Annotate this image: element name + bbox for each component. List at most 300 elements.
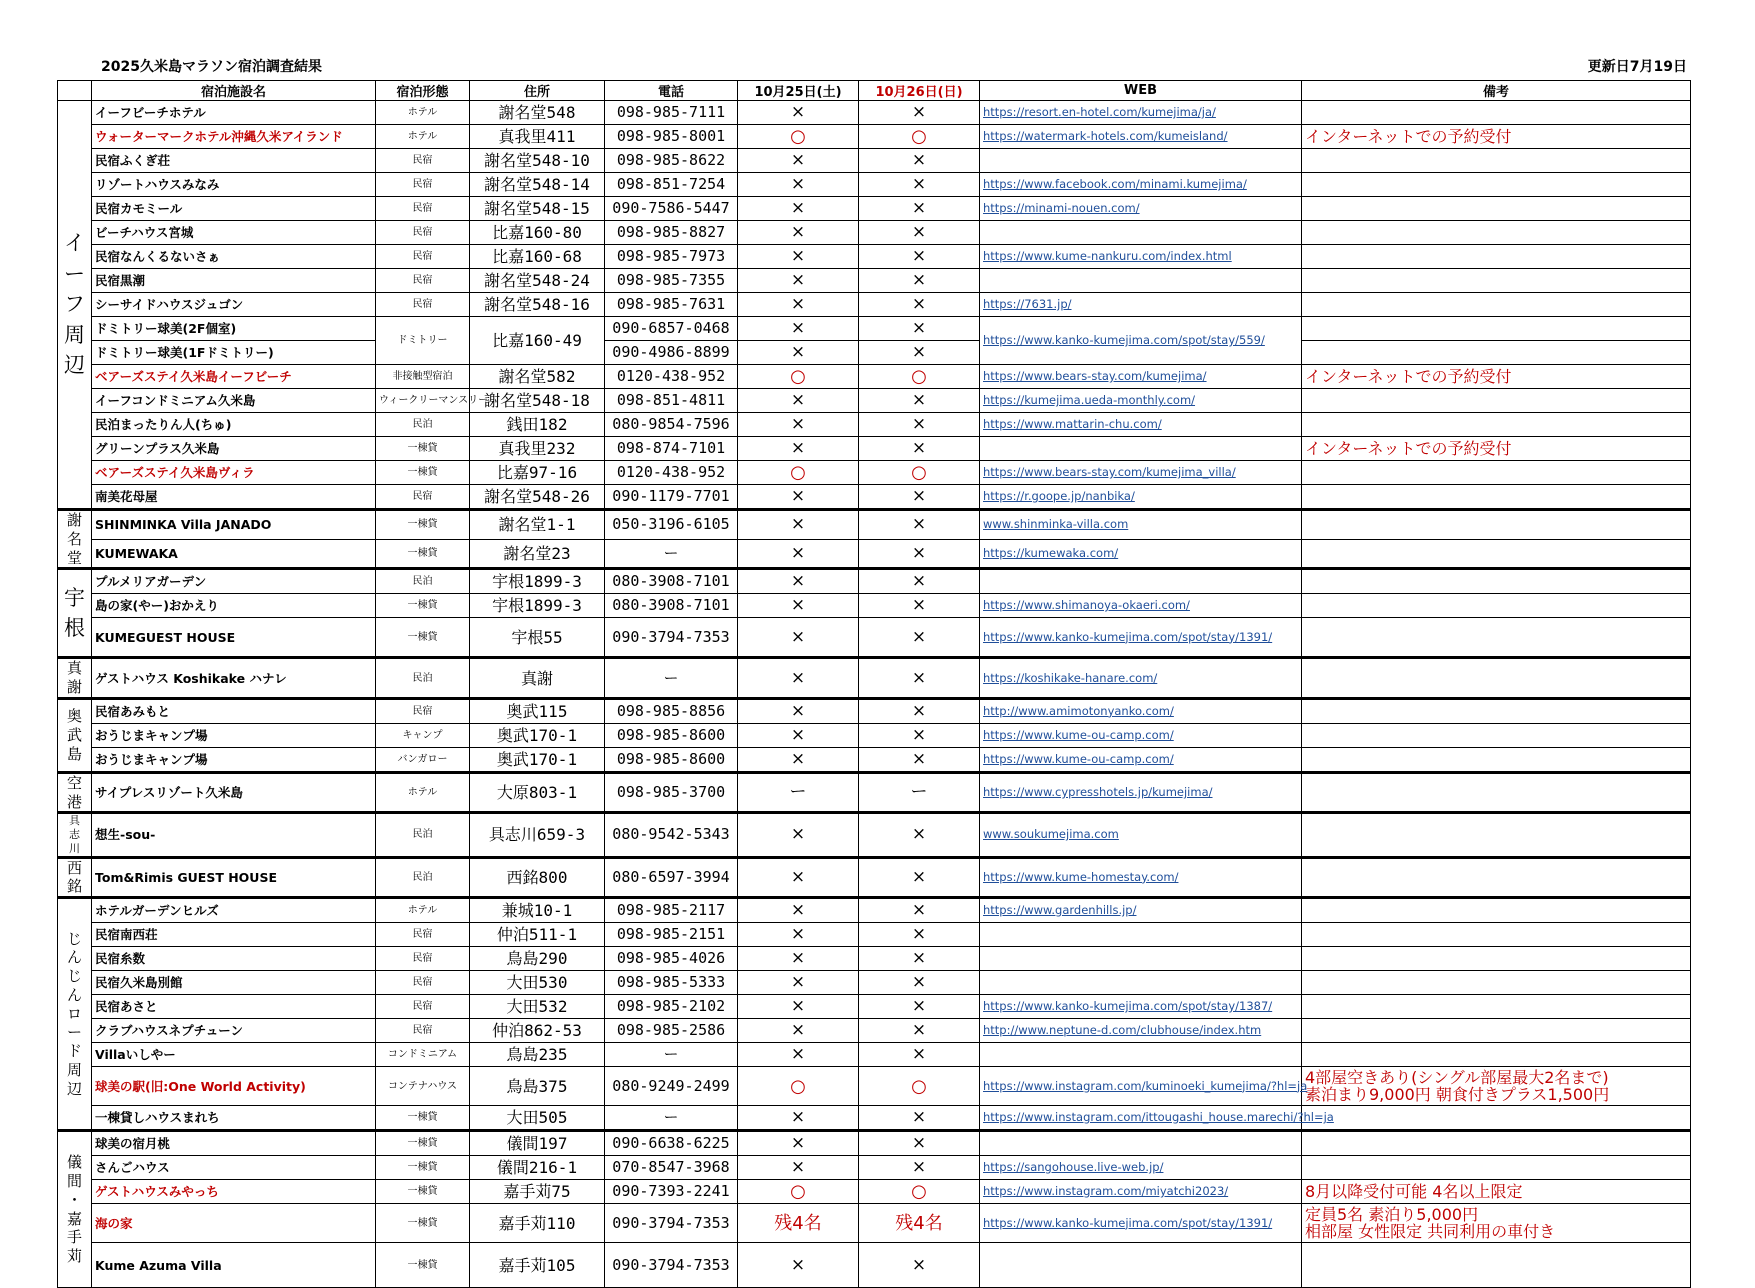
remarks (1302, 413, 1691, 437)
availability-oct26: ○ (859, 1180, 980, 1204)
facility-name: 想生-sou- (92, 813, 376, 857)
phone-number: 098-985-8622 (605, 149, 738, 173)
availability-oct25: × (738, 995, 859, 1019)
table-row (58, 1019, 1691, 1043)
website-link[interactable]: http://www.amimotonyanko.com/ (980, 698, 1302, 723)
lodging-type: 民宿 (376, 947, 470, 971)
availability-oct25: × (738, 618, 859, 658)
address: 真我里232 (470, 437, 605, 461)
facility-name: 民宿糸数 (92, 947, 376, 971)
address: 謝名堂1-1 (470, 510, 605, 540)
facility-name: 一棟貸しハウスまれち (92, 1106, 376, 1131)
lodging-type: 民宿 (376, 149, 470, 173)
lodging-type: 一棟貸 (376, 437, 470, 461)
phone-number: 098-985-3700 (605, 772, 738, 813)
availability-oct25: × (738, 1131, 859, 1156)
availability-oct25: × (738, 485, 859, 510)
website-link[interactable]: https://r.goope.jp/nanbika/ (980, 485, 1302, 510)
remarks (1302, 269, 1691, 293)
lodging-type: 一棟貸 (376, 461, 470, 485)
address: 西銘800 (470, 857, 605, 898)
availability-oct25: × (738, 947, 859, 971)
table-row (58, 995, 1691, 1019)
lodging-type: 民宿 (376, 485, 470, 510)
remarks (1302, 1243, 1691, 1288)
lodging-type: 民泊 (376, 857, 470, 898)
table-row (58, 923, 1691, 947)
area-label: 具 志 川 (58, 813, 92, 857)
availability-oct25: 残4名 (738, 1204, 859, 1243)
availability-oct25: × (738, 1243, 859, 1288)
facility-name: 民泊まったりん人(ちゅ) (92, 413, 376, 437)
website-link[interactable]: https://www.kume-ou-camp.com/ (980, 723, 1302, 747)
facility-name: ドミトリー球美(1Fドミトリー) (92, 341, 376, 365)
website-link[interactable]: https://www.bears-stay.com/kumejima/ (980, 365, 1302, 389)
lodging-type: 一棟貸 (376, 1204, 470, 1243)
lodging-type: 一棟貸 (376, 539, 470, 569)
table-row (58, 658, 1691, 699)
phone-number: 090-6638-6225 (605, 1131, 738, 1156)
lodging-type: ホテル (376, 101, 470, 125)
address: 奥武170-1 (470, 747, 605, 772)
lodging-type: 一棟貸 (376, 1106, 470, 1131)
document-title: 2025久米島マラソン宿泊調査結果 (101, 59, 322, 75)
availability-oct25: × (738, 747, 859, 772)
facility-name: Villaいしやー (92, 1043, 376, 1067)
facility-name: おうじまキャンプ場 (92, 747, 376, 772)
facility-name: ビーチハウス宮城 (92, 221, 376, 245)
availability-oct26: × (859, 317, 980, 341)
facility-name: ホテルガーデンヒルズ (92, 898, 376, 923)
phone-number: 098-874-7101 (605, 437, 738, 461)
table-row (58, 1180, 1691, 1204)
remarks (1302, 197, 1691, 221)
availability-oct26: × (859, 1243, 980, 1288)
address: 比嘉160-80 (470, 221, 605, 245)
availability-oct25: × (738, 221, 859, 245)
table-row (58, 1131, 1691, 1156)
address: 鳥島235 (470, 1043, 605, 1067)
phone-number: 098-851-4811 (605, 389, 738, 413)
remarks (1302, 995, 1691, 1019)
facility-name: ウォーターマークホテル沖縄久米アイランド (92, 125, 376, 149)
table-row (58, 389, 1691, 413)
phone-number: 098-985-8827 (605, 221, 738, 245)
availability-oct25: × (738, 1019, 859, 1043)
facility-name: ドミトリー球美(2F個室) (92, 317, 376, 341)
phone-number: 090-7586-5447 (605, 197, 738, 221)
availability-oct25: × (738, 173, 859, 197)
remarks (1302, 947, 1691, 971)
remarks: インターネットでの予約受付 (1302, 437, 1691, 461)
availability-oct26: × (859, 293, 980, 317)
remarks: 定員5名 素泊り5,000円 相部屋 女性限定 共同利用の車付き (1302, 1204, 1691, 1243)
area-header (58, 81, 92, 101)
address: 具志川659-3 (470, 813, 605, 857)
phone-number: 050-3196-6105 (605, 510, 738, 540)
address: 謝名堂548 (470, 101, 605, 125)
website-link (980, 1131, 1302, 1156)
remarks (1302, 723, 1691, 747)
availability-oct26: × (859, 413, 980, 437)
phone-number: 098-851-7254 (605, 173, 738, 197)
remarks (1302, 173, 1691, 197)
availability-oct26: × (859, 221, 980, 245)
remarks (1302, 149, 1691, 173)
table-row (58, 898, 1691, 923)
availability-oct26: × (859, 857, 980, 898)
phone-number: ー (605, 1106, 738, 1131)
facility-name: KUMEWAKA (92, 539, 376, 569)
website-link[interactable]: https://watermark-hotels.com/kumeisland/ (980, 125, 1302, 149)
address: 鳥島375 (470, 1067, 605, 1106)
availability-oct25: ー (738, 772, 859, 813)
address: 謝名堂582 (470, 365, 605, 389)
facility-name: KUMEGUEST HOUSE (92, 618, 376, 658)
availability-oct25: × (738, 923, 859, 947)
availability-oct26: × (859, 947, 980, 971)
table-row (58, 539, 1691, 569)
facility-name: リゾートハウスみなみ (92, 173, 376, 197)
website-link[interactable]: https://koshikake-hanare.com/ (980, 658, 1302, 699)
lodging-type: 民宿 (376, 197, 470, 221)
lodging-type: 一棟貸 (376, 618, 470, 658)
website-link[interactable]: https://resort.en-hotel.com/kumejima/ja/ (980, 101, 1302, 125)
address: 嘉手苅105 (470, 1243, 605, 1288)
area-label: 空 港 (58, 772, 92, 813)
phone-number: 098-985-7973 (605, 245, 738, 269)
website-link (980, 221, 1302, 245)
website-link[interactable]: https://www.instagram.com/miyatchi2023/ (980, 1180, 1302, 1204)
address: 嘉手苅110 (470, 1204, 605, 1243)
availability-oct25: × (738, 510, 859, 540)
lodging-type: 一棟貸 (376, 1156, 470, 1180)
availability-oct26: × (859, 1106, 980, 1131)
availability-oct26: ○ (859, 461, 980, 485)
availability-oct25: × (738, 1156, 859, 1180)
lodging-type: コンドミニアム (376, 1043, 470, 1067)
availability-oct26: × (859, 1131, 980, 1156)
facility-name: 民宿ふくぎ荘 (92, 149, 376, 173)
facility-name: プルメリアガーデン (92, 569, 376, 594)
phone-number: 098-985-8856 (605, 698, 738, 723)
lodging-type: 一棟貸 (376, 594, 470, 618)
website-link[interactable]: https://www.mattarin-chu.com/ (980, 413, 1302, 437)
website-link[interactable]: http://www.neptune-d.com/clubhouse/index.htm (980, 1019, 1302, 1043)
table-row (58, 1067, 1691, 1106)
website-link[interactable]: https://www.gardenhills.jp/ (980, 898, 1302, 923)
availability-oct26: × (859, 485, 980, 510)
availability-oct26: 残4名 (859, 1204, 980, 1243)
website-link[interactable]: https://www.bears-stay.com/kumejima_villa/ (980, 461, 1302, 485)
availability-oct26: × (859, 539, 980, 569)
table-row (58, 1204, 1691, 1243)
website-link[interactable]: https://www.instagram.com/ittougashi_house.marechi/?hl=ja (980, 1106, 1302, 1131)
lodging-type: 民宿 (376, 923, 470, 947)
lodging-type: ドミトリー (376, 317, 470, 365)
remarks (1302, 1131, 1691, 1156)
lodging-type: 民宿 (376, 293, 470, 317)
table-row (58, 1106, 1691, 1131)
availability-oct25: × (738, 813, 859, 857)
website-link[interactable]: https://www.kume-homestay.com/ (980, 857, 1302, 898)
website-link (980, 1243, 1302, 1288)
lodging-type: 一棟貸 (376, 510, 470, 540)
phone-number: 098-985-7631 (605, 293, 738, 317)
availability-oct26: ○ (859, 125, 980, 149)
lodging-type: 民宿 (376, 173, 470, 197)
remarks (1302, 1156, 1691, 1180)
availability-oct26: × (859, 995, 980, 1019)
address: 謝名堂548-10 (470, 149, 605, 173)
availability-oct25: × (738, 898, 859, 923)
area-label: 儀 間 ・ 嘉 手 苅 (58, 1131, 92, 1288)
table-row (58, 813, 1691, 857)
lodging-type: ホテル (376, 772, 470, 813)
facility-name: Kume Azuma Villa (92, 1243, 376, 1288)
availability-oct26: × (859, 971, 980, 995)
phone-number: 098-985-8600 (605, 723, 738, 747)
facility-name: グリーンプラス久米島 (92, 437, 376, 461)
address: 謝名堂548-15 (470, 197, 605, 221)
phone-number: 090-7393-2241 (605, 1180, 738, 1204)
table-row (58, 594, 1691, 618)
lodging-type: 民宿 (376, 221, 470, 245)
website-link (980, 947, 1302, 971)
remarks (1302, 1019, 1691, 1043)
website-link[interactable]: https://www.kume-nankuru.com/index.html (980, 245, 1302, 269)
availability-oct26: × (859, 618, 980, 658)
remarks (1302, 461, 1691, 485)
availability-oct26: × (859, 1043, 980, 1067)
phone-number: 080-3908-7101 (605, 569, 738, 594)
table-row (58, 857, 1691, 898)
remarks (1302, 813, 1691, 857)
website-link (980, 569, 1302, 594)
availability-oct26: × (859, 569, 980, 594)
address: 仲泊511-1 (470, 923, 605, 947)
facility-name: 民宿南西荘 (92, 923, 376, 947)
web-header: WEB (980, 81, 1302, 101)
availability-oct26: × (859, 1156, 980, 1180)
remarks (1302, 857, 1691, 898)
address: 謝名堂23 (470, 539, 605, 569)
phone-number: 098-985-2117 (605, 898, 738, 923)
oct26-header: 10月26日(日) (859, 81, 980, 101)
table-row (58, 485, 1691, 510)
facility-name: さんごハウス (92, 1156, 376, 1180)
phone-number: 080-3908-7101 (605, 594, 738, 618)
phone-number: 090-3794-7353 (605, 1204, 738, 1243)
facility-name: イーフコンドミニアム久米島 (92, 389, 376, 413)
facility-name: 南美花母屋 (92, 485, 376, 510)
updated-date: 更新日7月19日 (1587, 59, 1687, 75)
remarks (1302, 539, 1691, 569)
availability-oct25: ○ (738, 1180, 859, 1204)
address: 仲泊862-53 (470, 1019, 605, 1043)
table-row (58, 618, 1691, 658)
availability-oct26: × (859, 813, 980, 857)
lodging-type: キャンプ (376, 723, 470, 747)
availability-oct25: × (738, 149, 859, 173)
website-link[interactable]: https://www.kanko-kumejima.com/spot/stay/1391/ (980, 1204, 1302, 1243)
type-header: 宿泊形態 (376, 81, 470, 101)
availability-oct26: × (859, 510, 980, 540)
table-row (58, 437, 1691, 461)
remarks: 8月以降受付可能 4名以上限定 (1302, 1180, 1691, 1204)
table-row (58, 197, 1691, 221)
availability-oct25: × (738, 1106, 859, 1131)
remarks (1302, 485, 1691, 510)
website-link[interactable]: https://www.facebook.com/minami.kumejima/ (980, 173, 1302, 197)
website-link[interactable]: https://www.shimanoya-okaeri.com/ (980, 594, 1302, 618)
availability-oct26: × (859, 149, 980, 173)
phone-number: 098-985-4026 (605, 947, 738, 971)
website-link[interactable]: www.soukumejima.com (980, 813, 1302, 857)
phone-number: 090-3794-7353 (605, 618, 738, 658)
availability-oct25: ○ (738, 461, 859, 485)
availability-oct25: × (738, 317, 859, 341)
area-label: 謝 名 堂 (58, 510, 92, 569)
remarks (1302, 594, 1691, 618)
phone-number: 098-985-2102 (605, 995, 738, 1019)
availability-oct26: × (859, 698, 980, 723)
availability-oct25: × (738, 569, 859, 594)
lodging-type: 一棟貸 (376, 1243, 470, 1288)
availability-oct25: ○ (738, 125, 859, 149)
address: 比嘉160-49 (470, 317, 605, 365)
website-link[interactable]: https://minami-nouen.com/ (980, 197, 1302, 221)
remarks: インターネットでの予約受付 (1302, 125, 1691, 149)
facility-name: SHINMINKA Villa JANADO (92, 510, 376, 540)
table-row (58, 510, 1691, 540)
facility-name: クラブハウスネプチューン (92, 1019, 376, 1043)
phone-header: 電話 (605, 81, 738, 101)
availability-oct25: × (738, 698, 859, 723)
website-link[interactable]: https://www.cypresshotels.jp/kumejima/ (980, 772, 1302, 813)
facility-name: 民宿カモミール (92, 197, 376, 221)
website-link[interactable]: https://sangohouse.live-web.jp/ (980, 1156, 1302, 1180)
facility-name: 民宿久米島別館 (92, 971, 376, 995)
website-link[interactable]: https://www.kanko-kumejima.com/spot/stay/1387/ (980, 995, 1302, 1019)
phone-number: 098-985-7111 (605, 101, 738, 125)
table-row (58, 101, 1691, 125)
address: 大田505 (470, 1106, 605, 1131)
website-link[interactable]: https://www.kanko-kumejima.com/spot/stay/1391/ (980, 618, 1302, 658)
note-header: 備考 (1302, 81, 1691, 101)
availability-oct26: × (859, 245, 980, 269)
availability-oct26: × (859, 898, 980, 923)
lodging-type: ウィークリーマンスリー (376, 389, 470, 413)
lodging-type: 民宿 (376, 995, 470, 1019)
address-header: 住所 (470, 81, 605, 101)
area-label: 奥 武 島 (58, 698, 92, 772)
availability-oct26: × (859, 747, 980, 772)
address: 奥武115 (470, 698, 605, 723)
table-row (58, 413, 1691, 437)
availability-oct25: × (738, 293, 859, 317)
remarks (1302, 1043, 1691, 1067)
lodging-type: バンガロー (376, 747, 470, 772)
table-row (58, 747, 1691, 772)
table-row (58, 723, 1691, 747)
lodging-type: 民宿 (376, 269, 470, 293)
remarks (1302, 898, 1691, 923)
remarks (1302, 510, 1691, 540)
table-row (58, 1243, 1691, 1288)
website-link[interactable]: https://kumewaka.com/ (980, 539, 1302, 569)
header-row (58, 81, 1691, 101)
remarks (1302, 341, 1691, 365)
phone-number: 098-985-2151 (605, 923, 738, 947)
accommodation-table (57, 80, 1691, 1288)
address: 兼城10-1 (470, 898, 605, 923)
lodging-type: ホテル (376, 125, 470, 149)
website-link (980, 1043, 1302, 1067)
website-link (980, 971, 1302, 995)
lodging-type: 非接触型宿泊 (376, 365, 470, 389)
availability-oct25: × (738, 437, 859, 461)
facility-name: Tom&Rimis GUEST HOUSE (92, 857, 376, 898)
table-row (58, 293, 1691, 317)
facility-name: 島の家(やー)おかえり (92, 594, 376, 618)
address: 謝名堂548-16 (470, 293, 605, 317)
phone-number: 070-8547-3968 (605, 1156, 738, 1180)
availability-oct26: × (859, 1019, 980, 1043)
address: 宇根1899-3 (470, 594, 605, 618)
area-label: 西 銘 (58, 857, 92, 898)
table-row (58, 569, 1691, 594)
lodging-type: 民泊 (376, 658, 470, 699)
remarks (1302, 618, 1691, 658)
availability-oct25: × (738, 389, 859, 413)
remarks (1302, 221, 1691, 245)
availability-oct26: ー (859, 772, 980, 813)
availability-oct26: × (859, 658, 980, 699)
table-row (58, 125, 1691, 149)
availability-oct26: × (859, 269, 980, 293)
facility-name: 球美の駅(旧:One World Activity) (92, 1067, 376, 1106)
website-link[interactable]: https://www.instagram.com/kuminoeki_kumejima/?hl=ja (980, 1067, 1302, 1106)
phone-number: 090-3794-7353 (605, 1243, 738, 1288)
availability-oct25: ○ (738, 1067, 859, 1106)
phone-number: ー (605, 539, 738, 569)
availability-oct25: × (738, 658, 859, 699)
website-link (980, 269, 1302, 293)
lodging-type: 民宿 (376, 245, 470, 269)
remarks (1302, 293, 1691, 317)
facility-name: サイプレスリゾート久米島 (92, 772, 376, 813)
lodging-type: コンテナハウス (376, 1067, 470, 1106)
address: 真我里411 (470, 125, 605, 149)
address: 比嘉97-16 (470, 461, 605, 485)
lodging-type: ホテル (376, 898, 470, 923)
table-row (58, 221, 1691, 245)
table-row (58, 317, 1691, 341)
availability-oct26: ○ (859, 365, 980, 389)
availability-oct25: × (738, 971, 859, 995)
availability-oct25: × (738, 413, 859, 437)
availability-oct25: × (738, 197, 859, 221)
website-link[interactable]: https://www.kanko-kumejima.com/spot/stay/559/ (980, 317, 1302, 365)
availability-oct26: × (859, 389, 980, 413)
lodging-type: 民泊 (376, 569, 470, 594)
availability-oct25: × (738, 857, 859, 898)
website-link[interactable]: https://kumejima.ueda-monthly.com/ (980, 389, 1302, 413)
website-link[interactable]: https://www.kume-ou-camp.com/ (980, 747, 1302, 772)
website-link[interactable]: www.shinminka-villa.com (980, 510, 1302, 540)
website-link[interactable]: https://7631.jp/ (980, 293, 1302, 317)
